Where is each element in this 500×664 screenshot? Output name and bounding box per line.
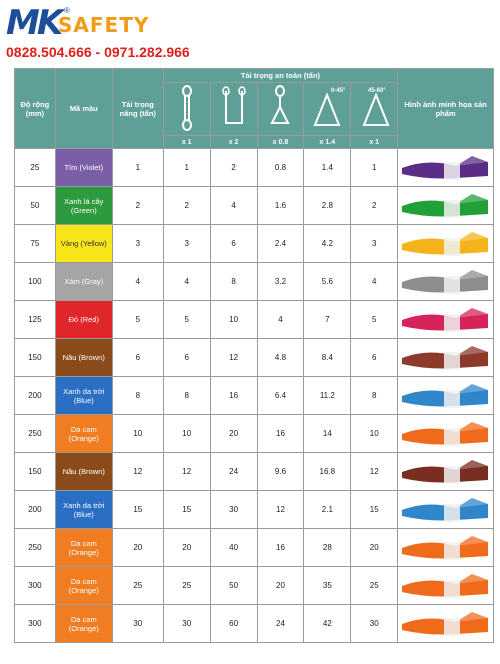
multiplier-angle-60: x 1 xyxy=(351,136,398,149)
cell-load-angle-45: 8.4 xyxy=(304,339,351,377)
cell-rated-load: 4 xyxy=(112,263,163,301)
cell-load-angle-45: 2.8 xyxy=(304,187,351,225)
cell-load-angle-60: 30 xyxy=(351,605,398,643)
cell-color-code: Vàng (Yellow) xyxy=(55,225,112,263)
cell-rated-load: 3 xyxy=(112,225,163,263)
brand-logo-word: SAFETY xyxy=(58,13,150,37)
header-product-image: Hình ảnh minh họa sản phẩm xyxy=(398,69,494,149)
angle-label-60: 45-60° xyxy=(368,88,386,94)
cell-rated-load: 25 xyxy=(112,567,163,605)
cell-load-vertical: 1 xyxy=(163,149,210,187)
choke-lift-icon xyxy=(257,83,304,136)
cell-rated-load: 2 xyxy=(112,187,163,225)
cell-rated-load: 5 xyxy=(112,301,163,339)
cell-load-choke: 3.2 xyxy=(257,263,304,301)
multiplier-basket: x 2 xyxy=(210,136,257,149)
product-image xyxy=(398,605,494,643)
cell-load-angle-45: 28 xyxy=(304,529,351,567)
product-image xyxy=(398,263,494,301)
cell-load-choke: 4 xyxy=(257,301,304,339)
cell-load-vertical: 30 xyxy=(163,605,210,643)
cell-load-vertical: 6 xyxy=(163,339,210,377)
product-image xyxy=(398,339,494,377)
cell-load-vertical: 25 xyxy=(163,567,210,605)
cell-load-basket: 20 xyxy=(210,415,257,453)
sling-icon xyxy=(398,492,492,528)
product-image xyxy=(398,453,494,491)
cell-load-angle-45: 16.8 xyxy=(304,453,351,491)
header-width: Độ rộng (mm) xyxy=(15,69,56,149)
product-image xyxy=(398,187,494,225)
header-safe-load: Tải trọng an toàn (tấn) xyxy=(163,69,397,83)
sling-icon xyxy=(398,302,492,338)
angle-label-45: 0-45° xyxy=(331,88,346,94)
cell-load-choke: 12 xyxy=(257,491,304,529)
product-image xyxy=(398,529,494,567)
cell-width: 150 xyxy=(15,339,56,377)
cell-load-angle-45: 42 xyxy=(304,605,351,643)
cell-load-basket: 10 xyxy=(210,301,257,339)
header-color-code: Mã màu xyxy=(55,69,112,149)
product-image xyxy=(398,301,494,339)
cell-rated-load: 15 xyxy=(112,491,163,529)
product-image xyxy=(398,377,494,415)
sling-icon xyxy=(398,416,492,452)
sling-icon xyxy=(398,340,492,376)
cell-load-angle-45: 4.2 xyxy=(304,225,351,263)
cell-load-angle-60: 5 xyxy=(351,301,398,339)
cell-load-vertical: 3 xyxy=(163,225,210,263)
multiplier-vertical: x 1 xyxy=(163,136,210,149)
cell-color-code: Xanh lá cây (Green) xyxy=(55,187,112,225)
registered-mark: ® xyxy=(64,6,70,15)
cell-load-angle-60: 6 xyxy=(351,339,398,377)
table-row xyxy=(15,453,494,491)
sling-icon xyxy=(398,264,492,300)
cell-color-code: Nâu (Brown) xyxy=(55,339,112,377)
table-row xyxy=(15,605,494,643)
cell-load-choke: 24 xyxy=(257,605,304,643)
table-row xyxy=(15,415,494,453)
cell-load-angle-60: 3 xyxy=(351,225,398,263)
cell-width: 300 xyxy=(15,605,56,643)
cell-load-angle-45: 35 xyxy=(304,567,351,605)
sling-icon xyxy=(398,454,492,490)
cell-load-angle-45: 5.6 xyxy=(304,263,351,301)
cell-load-vertical: 2 xyxy=(163,187,210,225)
cell-load-angle-60: 1 xyxy=(351,149,398,187)
cell-rated-load: 12 xyxy=(112,453,163,491)
cell-load-angle-60: 15 xyxy=(351,491,398,529)
cell-load-vertical: 15 xyxy=(163,491,210,529)
header-rated-load: Tải trọng nâng (tấn) xyxy=(112,69,163,149)
cell-width: 25 xyxy=(15,149,56,187)
cell-load-choke: 16 xyxy=(257,529,304,567)
multiplier-choke: x 0.8 xyxy=(257,136,304,149)
cell-load-angle-60: 8 xyxy=(351,377,398,415)
cell-load-vertical: 4 xyxy=(163,263,210,301)
table-row xyxy=(15,491,494,529)
cell-load-basket: 40 xyxy=(210,529,257,567)
table-row xyxy=(15,225,494,263)
sling-icon xyxy=(398,226,492,262)
cell-width: 150 xyxy=(15,453,56,491)
cell-color-code: Da cam (Orange) xyxy=(55,529,112,567)
cell-width: 300 xyxy=(15,567,56,605)
table-row xyxy=(15,529,494,567)
cell-rated-load: 10 xyxy=(112,415,163,453)
product-image xyxy=(398,415,494,453)
cell-load-choke: 9.6 xyxy=(257,453,304,491)
table-row xyxy=(15,149,494,187)
cell-load-choke: 0.8 xyxy=(257,149,304,187)
cell-width: 200 xyxy=(15,491,56,529)
multiplier-angle-45: x 1.4 xyxy=(304,136,351,149)
cell-load-basket: 60 xyxy=(210,605,257,643)
sling-icon xyxy=(398,530,492,566)
table-row xyxy=(15,567,494,605)
cell-load-basket: 24 xyxy=(210,453,257,491)
cell-load-basket: 16 xyxy=(210,377,257,415)
cell-load-vertical: 12 xyxy=(163,453,210,491)
cell-load-choke: 6.4 xyxy=(257,377,304,415)
cell-width: 250 xyxy=(15,529,56,567)
cell-width: 50 xyxy=(15,187,56,225)
cell-color-code: Nâu (Brown) xyxy=(55,453,112,491)
sling-icon xyxy=(398,150,492,186)
cell-load-basket: 12 xyxy=(210,339,257,377)
cell-load-basket: 2 xyxy=(210,149,257,187)
basket-lift-icon xyxy=(210,83,257,136)
brand-logo: MK xyxy=(6,3,61,43)
cell-load-choke: 2.4 xyxy=(257,225,304,263)
cell-load-angle-45: 1.4 xyxy=(304,149,351,187)
sling-icon xyxy=(398,568,492,604)
cell-load-basket: 6 xyxy=(210,225,257,263)
sling-spec-table xyxy=(14,68,494,643)
cell-width: 75 xyxy=(15,225,56,263)
cell-load-basket: 30 xyxy=(210,491,257,529)
cell-load-choke: 1.6 xyxy=(257,187,304,225)
basket-angle-45-icon xyxy=(304,83,351,136)
table-row xyxy=(15,187,494,225)
product-image xyxy=(398,149,494,187)
cell-load-angle-45: 2.1 xyxy=(304,491,351,529)
cell-load-choke: 20 xyxy=(257,567,304,605)
cell-color-code: Da cam (Orange) xyxy=(55,567,112,605)
sling-icon xyxy=(398,378,492,414)
cell-load-basket: 8 xyxy=(210,263,257,301)
product-image xyxy=(398,491,494,529)
cell-load-angle-60: 2 xyxy=(351,187,398,225)
product-image xyxy=(398,225,494,263)
cell-load-vertical: 20 xyxy=(163,529,210,567)
cell-load-angle-60: 10 xyxy=(351,415,398,453)
cell-load-angle-60: 4 xyxy=(351,263,398,301)
table-row xyxy=(15,301,494,339)
cell-rated-load: 30 xyxy=(112,605,163,643)
cell-load-angle-45: 14 xyxy=(304,415,351,453)
cell-load-angle-60: 25 xyxy=(351,567,398,605)
cell-width: 200 xyxy=(15,377,56,415)
brand-header xyxy=(6,3,226,66)
sling-icon xyxy=(398,188,492,224)
cell-load-vertical: 10 xyxy=(163,415,210,453)
cell-load-vertical: 8 xyxy=(163,377,210,415)
cell-load-angle-60: 12 xyxy=(351,453,398,491)
table-row xyxy=(15,377,494,415)
table-row xyxy=(15,263,494,301)
cell-load-choke: 16 xyxy=(257,415,304,453)
basket-angle-60-icon xyxy=(351,83,398,136)
cell-load-vertical: 5 xyxy=(163,301,210,339)
cell-load-angle-60: 20 xyxy=(351,529,398,567)
table-row xyxy=(15,339,494,377)
vertical-lift-icon xyxy=(163,83,210,136)
cell-color-code: Xám (Gray) xyxy=(55,263,112,301)
cell-color-code: Đỏ (Red) xyxy=(55,301,112,339)
cell-load-basket: 4 xyxy=(210,187,257,225)
cell-rated-load: 20 xyxy=(112,529,163,567)
cell-color-code: Tím (Violet) xyxy=(55,149,112,187)
cell-load-angle-45: 11.2 xyxy=(304,377,351,415)
cell-color-code: Da cam (Orange) xyxy=(55,415,112,453)
cell-color-code: Da cam (Orange) xyxy=(55,605,112,643)
cell-color-code: Xanh da trời (Blue) xyxy=(55,377,112,415)
cell-width: 100 xyxy=(15,263,56,301)
cell-load-basket: 50 xyxy=(210,567,257,605)
cell-rated-load: 8 xyxy=(112,377,163,415)
product-image xyxy=(398,567,494,605)
cell-rated-load: 1 xyxy=(112,149,163,187)
cell-load-angle-45: 7 xyxy=(304,301,351,339)
cell-color-code: Xanh da trời (Blue) xyxy=(55,491,112,529)
cell-width: 125 xyxy=(15,301,56,339)
cell-load-choke: 4.8 xyxy=(257,339,304,377)
cell-rated-load: 6 xyxy=(112,339,163,377)
hotline-numbers: 0828.504.666 - 0971.282.966 xyxy=(6,44,190,60)
sling-icon xyxy=(398,606,492,642)
cell-width: 250 xyxy=(15,415,56,453)
